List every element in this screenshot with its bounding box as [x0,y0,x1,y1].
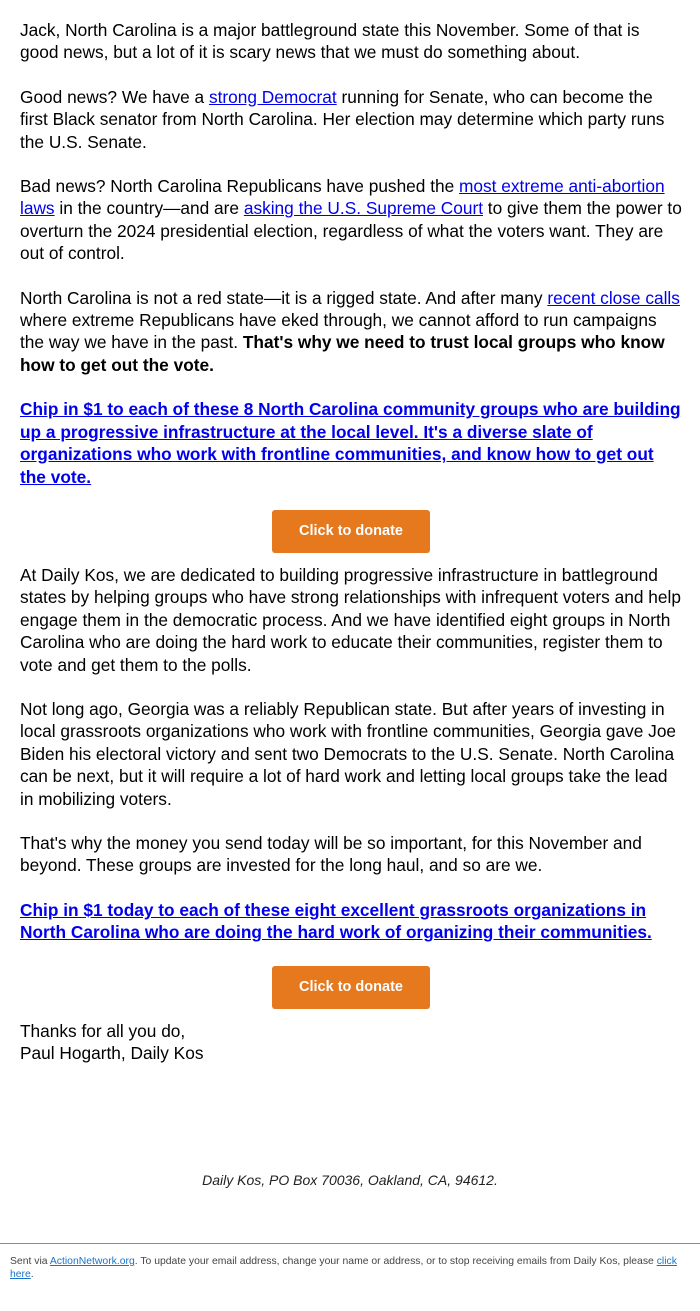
donate-button-wrap-2 [20,966,682,1009]
email-body [20,19,682,1064]
trust-local-groups-text: That's why we need to trust local groups who know how to get out the vote. [20,332,665,375]
recent-close-calls-link[interactable]: recent close calls [547,287,680,308]
intro-paragraph [20,19,682,64]
bad-news-text-a: Bad news? North Carolina Republicans have pushed the [20,176,460,197]
rigged-state-text-b: where extreme Republicans have eked through, we cannot afford to run campaigns the way we have in the past. [20,310,657,353]
footer-divider [0,1243,700,1244]
money-paragraph [20,832,682,877]
rigged-state-text-a: North Carolina is not a red state—it is a rigged state. And after many [20,287,548,308]
signature [20,1020,682,1065]
cta-paragraph-1 [20,398,682,488]
footer-sent-via: Sent via [10,1256,50,1267]
bad-news-paragraph [20,175,682,265]
rigged-state-paragraph [20,287,682,377]
chip-in-link-2[interactable]: Chip in $1 today to each of these eight excellent grassroots organizations in North Carolina who are doing the hard work of organizing their communities. [20,899,652,943]
money-text: That's why the money you send today will be so important, for this November and beyond. These groups are invested for the long haul, and so are we. [20,832,642,876]
signature-line-2: Paul Hogarth, Daily Kos [20,1043,204,1063]
supreme-court-link[interactable]: asking the U.S. Supreme Court [243,198,483,219]
anti-abortion-laws-link[interactable]: most extreme anti-abortion laws [20,176,665,219]
daily-kos-text: At Daily Kos, we are dedicated to building progressive infrastructure in battleground states by helping groups who have strong relationships with infrequent voters and help engage them in the democratic process. And we have identified eight groups in North Carolina who are doing the hard work to educate their communities, register them to vote and get them to the polls. [20,564,681,675]
bad-news-text-c: to give them the power to overturn the 2024 presidential election, regardless of what the voters want. They are out of control. [20,198,682,264]
chip-in-link-1[interactable]: Chip in $1 to each of these 8 North Carolina community groups who are building up a progressive infrastructure at the local level. It's a diverse slate of organizations who work with frontline communities, and know how to get out the vote. [20,399,681,487]
donate-button-2[interactable]: Click to donate [272,966,430,1009]
good-news-paragraph [20,86,682,153]
footer-end: . [30,1269,34,1280]
actionnetwork-link[interactable]: ActionNetwork.org [49,1256,135,1267]
good-news-text-b: running for Senate, who can become the first Black senator from North Carolina. Her election may determine which party runs the U.S. Senate. [20,86,665,152]
unsubscribe-link[interactable]: click here [10,1256,677,1280]
footer [10,1255,690,1281]
good-news-text-a: Good news? We have a [20,86,209,107]
georgia-paragraph [20,698,682,810]
daily-kos-paragraph [20,564,682,676]
mailing-address: Daily Kos, PO Box 70036, Oakland, CA, 94612. [202,1172,498,1188]
donate-button-1[interactable]: Click to donate [272,510,430,553]
footer-text: . To update your email address, change your name or address, or to stop receiving emails from Daily Kos, please [134,1256,657,1267]
donate-button-wrap-1 [20,510,682,553]
georgia-text: Not long ago, Georgia was a reliably Republican state. But after years of investing in local grassroots organizations who work with frontline communities, Georgia gave Joe Biden his electoral victory and sent two Democrats to the U.S. Senate. North Carolina can be next, but it will require a lot of hard work and letting local groups take the lead in mobilizing voters. [20,698,677,809]
signature-line-1: Thanks for all you do, [20,1020,186,1041]
intro-text: Jack, North Carolina is a major battleground state this November. Some of that is good news, but a lot of it is scary news that we must do something about. [20,20,640,63]
bad-news-text-b: in the country—and are [54,198,244,219]
strong-democrat-link[interactable]: strong Democrat [208,86,337,107]
cta-paragraph-2 [20,899,682,944]
